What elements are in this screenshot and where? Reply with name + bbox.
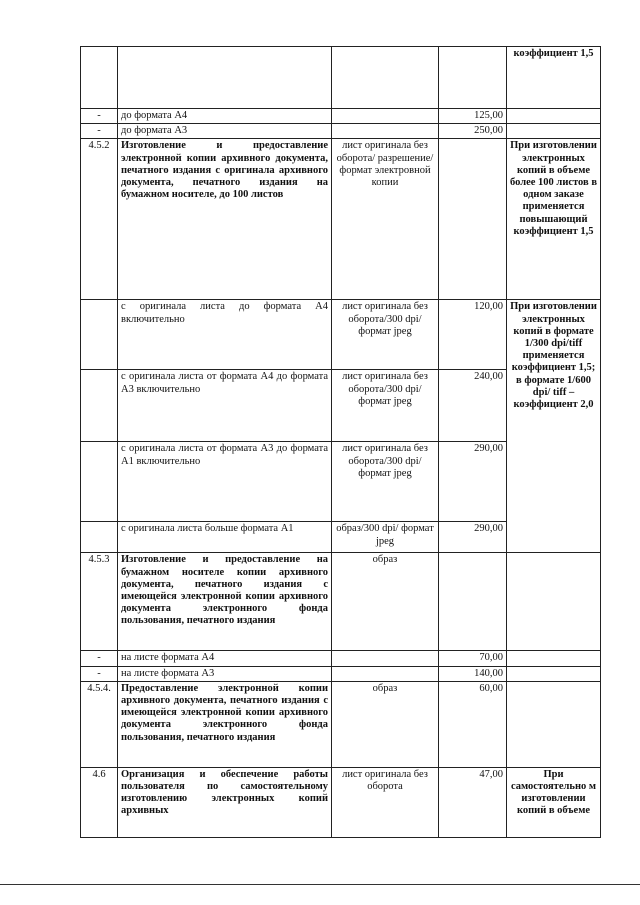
row-description: Изготовление и предоставление электронной копии архивного документа, печатного издания с оригинала архивного документа, печатного издания на бумажном носителе, до 100 листов (118, 139, 332, 300)
row-description: до формата А3 (118, 124, 332, 139)
row-price: 125,00 (439, 109, 507, 124)
row-number (81, 47, 118, 109)
table-row (81, 139, 601, 300)
table-row (81, 47, 601, 109)
row-number: 4.5.4. (81, 681, 118, 767)
row-number: 4.5.2 (81, 139, 118, 300)
row-note-merged: При изготовлении электронных копий в формате 1/300 dpi/tiff применяется коэффициент 1,5; в формате 1/600 dpi/ tiff – коэффициент 2,0 (507, 300, 601, 553)
row-unit: образ/300 dpi/ формат jpeg (332, 522, 439, 553)
row-price (439, 139, 507, 300)
row-description: до формата А4 (118, 109, 332, 124)
row-unit: лист оригинала без оборота/300 dpi/ формат jpeg (332, 300, 439, 370)
row-unit: образ (332, 553, 439, 651)
row-price (439, 553, 507, 651)
table-row (81, 300, 601, 370)
row-price: 140,00 (439, 666, 507, 681)
row-note: При изготовлении электронных копий в объеме более 100 листов в одном заказе применяется повышающий коэффициент 1,5 (507, 139, 601, 300)
table-row (81, 553, 601, 651)
row-number: - (81, 651, 118, 666)
row-number: - (81, 124, 118, 139)
row-number (81, 370, 118, 442)
row-number (81, 522, 118, 553)
row-description: Организация и обеспечение работы пользователя по самостоятельному изготовлению электронных копий архивных (118, 767, 332, 837)
row-number (81, 300, 118, 370)
row-note (507, 553, 601, 651)
row-note: коэффициент 1,5 (507, 47, 601, 109)
row-price: 290,00 (439, 442, 507, 522)
row-unit (332, 124, 439, 139)
row-description: с оригинала листа до формата А4 включительно (118, 300, 332, 370)
row-unit: лист оригинала без оборота (332, 767, 439, 837)
row-price: 250,00 (439, 124, 507, 139)
row-description: с оригинала листа от формата А4 до формата А3 включительно (118, 370, 332, 442)
row-note (507, 666, 601, 681)
row-number (81, 442, 118, 522)
row-price: 240,00 (439, 370, 507, 442)
row-note (507, 124, 601, 139)
row-unit (332, 666, 439, 681)
row-note (507, 681, 601, 767)
row-description: с оригинала листа от формата А3 до формата А1 включительно (118, 442, 332, 522)
row-note (507, 651, 601, 666)
table-row (81, 109, 601, 124)
row-unit: лист оригинала без оборота/300 dpi/ формат jpeg (332, 442, 439, 522)
row-unit: образ (332, 681, 439, 767)
row-number: - (81, 666, 118, 681)
row-unit: лист оригинала без оборота/ разрешение/ формат электровной копии (332, 139, 439, 300)
row-price: 290,00 (439, 522, 507, 553)
row-description: на листе формата А4 (118, 651, 332, 666)
row-unit (332, 47, 439, 109)
row-description: с оригинала листа больше формата А1 (118, 522, 332, 553)
row-price: 120,00 (439, 300, 507, 370)
row-unit (332, 651, 439, 666)
row-description (118, 47, 332, 109)
row-note (507, 109, 601, 124)
row-price (439, 47, 507, 109)
tariff-table (80, 46, 601, 838)
table-row (81, 666, 601, 681)
row-unit: лист оригинала без оборота/300 dpi/ формат jpeg (332, 370, 439, 442)
row-description: Предоставление электронной копии архивного документа, печатного издания с имеющейся электронной копии архивного документа электронного фонда пользования, печатного издания (118, 681, 332, 767)
table-row (81, 124, 601, 139)
table-row (81, 681, 601, 767)
scan-edge-line (0, 884, 640, 885)
row-number: 4.5.3 (81, 553, 118, 651)
table-row (81, 767, 601, 837)
row-number: 4.6 (81, 767, 118, 837)
row-number: - (81, 109, 118, 124)
row-price: 60,00 (439, 681, 507, 767)
row-description: на листе формата А3 (118, 666, 332, 681)
row-unit (332, 109, 439, 124)
row-description: Изготовление и предоставление на бумажном носителе копии архивного документа, печатного издания с имеющейся электронной копии архивного документа электронного фонда пользования, печатного издания (118, 553, 332, 651)
row-price: 70,00 (439, 651, 507, 666)
row-price: 47,00 (439, 767, 507, 837)
table-row (81, 651, 601, 666)
row-note: При самостоятельно м изготовлении копий в объеме (507, 767, 601, 837)
